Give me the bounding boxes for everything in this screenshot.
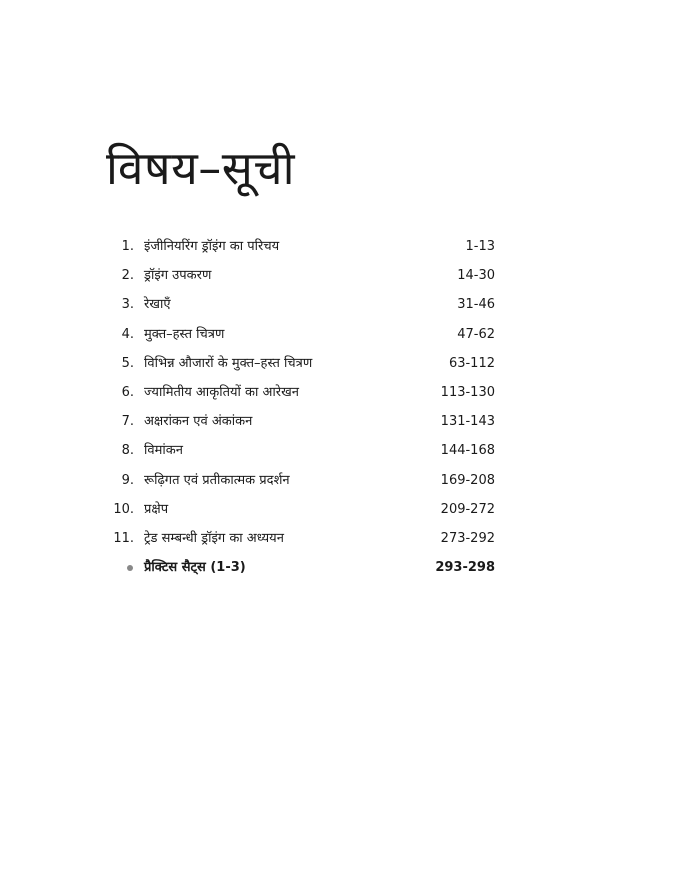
toc-entry-title: विभिन्न औजारों के मुक्त–हस्त चित्रण [144,355,313,371]
toc-entry-title: ज्यामितीय आकृतियों का आरेखन [144,384,299,400]
bullet-icon [127,565,133,571]
toc-entry-pages: 113-130 [440,384,495,400]
toc-entry-number: 2. [121,268,134,284]
toc-entry-1 [110,232,495,261]
toc-entry-2 [110,261,495,290]
toc-entry-pages: 169-208 [440,472,495,488]
toc-entry-number: 6. [121,384,134,400]
toc-entry-pages: 63-112 [448,355,495,371]
toc-entry-title: इंजीनियरिंग ड्रॉइंग का परिचय [144,239,280,254]
toc-entry-pages: 209-272 [440,501,495,517]
toc-entry-number: 7. [121,414,134,430]
toc-entry-pages: 47-62 [457,326,495,342]
toc-entry-number: 9. [121,472,134,488]
toc-entry-number: 3. [121,297,134,313]
toc-entry-pages: 14-30 [457,268,495,284]
toc-entry-3 [110,290,495,319]
toc-entry-number: 10. [113,501,134,517]
toc-entry-number: 4. [121,326,134,342]
toc-entry-8 [110,436,495,465]
toc-entry-title: प्रक्षेप [144,501,169,517]
toc-entry-7 [110,407,495,436]
toc-entry-pages: 131-143 [440,414,495,430]
toc-entry-title: रूढ़िगत एवं प्रतीकात्मक प्रदर्शन [144,472,290,488]
toc-entry-pages: 1-13 [465,239,495,254]
toc-entry-11 [110,524,495,553]
toc-entry-10 [110,495,495,524]
table-of-contents [110,232,495,582]
toc-entry-4 [110,320,495,349]
toc-entry-title: अक्षरांकन एवं अंकांकन [144,414,253,430]
toc-entry-title: ट्रेड सम्बन्धी ड्रॉइंग का अध्ययन [144,530,284,546]
toc-entry-pages: 293-298 [435,560,495,576]
toc-entry-number: 1. [121,239,134,254]
toc-entry-title: विमांकन [144,443,183,459]
toc-entry-title: ड्रॉइंग उपकरण [144,268,212,284]
toc-entry-title: प्रैक्टिस सैट्स (1-3) [144,560,246,576]
toc-entry-pages: 273-292 [440,530,495,546]
toc-entry-practice-sets [110,553,495,582]
toc-entry-number: 8. [121,443,134,459]
toc-entry-title: मुक्त–हस्त चित्रण [144,326,225,342]
toc-entry-pages: 31-46 [457,297,495,313]
page-title: विषय–सूची [106,141,295,195]
toc-entry-5 [110,349,495,378]
toc-entry-number: 5. [121,355,134,371]
toc-entry-6 [110,378,495,407]
toc-entry-9 [110,466,495,495]
toc-entry-pages: 144-168 [440,443,495,459]
toc-entry-number: 11. [113,530,134,546]
toc-entry-title: रेखाएँ [144,297,171,313]
